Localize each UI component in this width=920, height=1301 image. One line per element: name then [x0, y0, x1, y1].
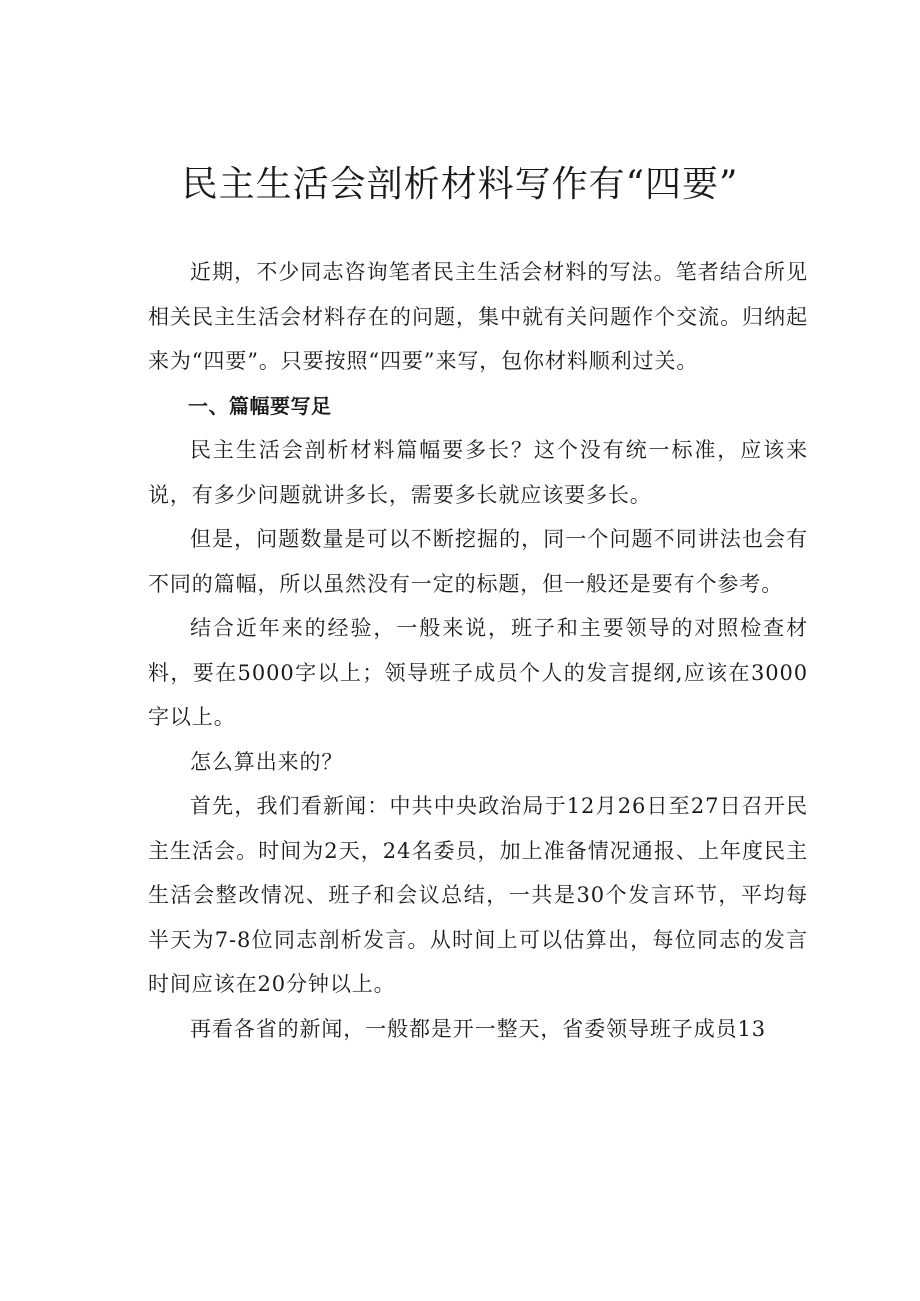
paragraph-length-reference: 但是，问题数量是可以不断挖掘的，同一个问题不同讲法也会有不同的篇幅，所以虽然没有一定的标题，但一般还是要有个参考。: [148, 527, 808, 596]
paragraph-intro: 近期，不少同志咨询笔者民主生活会材料的写法。笔者结合所见相关民主生活会材料存在的问题，集中就有关问题作个交流。归纳起来为“四要”。只要按照“四要”来写，包你材料顺利过关。: [148, 260, 808, 373]
document-title: 民主生活会剖析材料写作有“四要”: [181, 164, 739, 205]
paragraph-length-question: 民主生活会剖析材料篇幅要多长？这个没有统一标准，应该来说，有多少问题就讲多长，需要多长就应该要多长。: [148, 438, 808, 507]
paragraph-how-calculated: 怎么算出来的？: [190, 749, 344, 774]
section-heading-1: 一、篇幅要写足: [188, 393, 332, 418]
paragraph-provincial-news: 再看各省的新闻，一般都是开一整天，省委领导班子成员13: [190, 1016, 767, 1041]
paragraph-central-news: 首先，我们看新闻：中共中央政治局于12月26日至27日召开民主生活会。时间为2天，24名委员，加上准备情况通报、上年度民主生活会整改情况、班子和会议总结，一共是30个发言环节，平均每半天为7-8位同志剖析发言。从时间上可以估算出，每位同志的发言时间应该在20分钟以上。: [148, 794, 808, 996]
document-body: [148, 250, 808, 1051]
paragraph-word-count: 结合近年来的经验，一般来说，班子和主要领导的对照检查材料，要在5000字以上；领导班子成员个人的发言提纲,应该在3000字以上。: [148, 616, 808, 729]
